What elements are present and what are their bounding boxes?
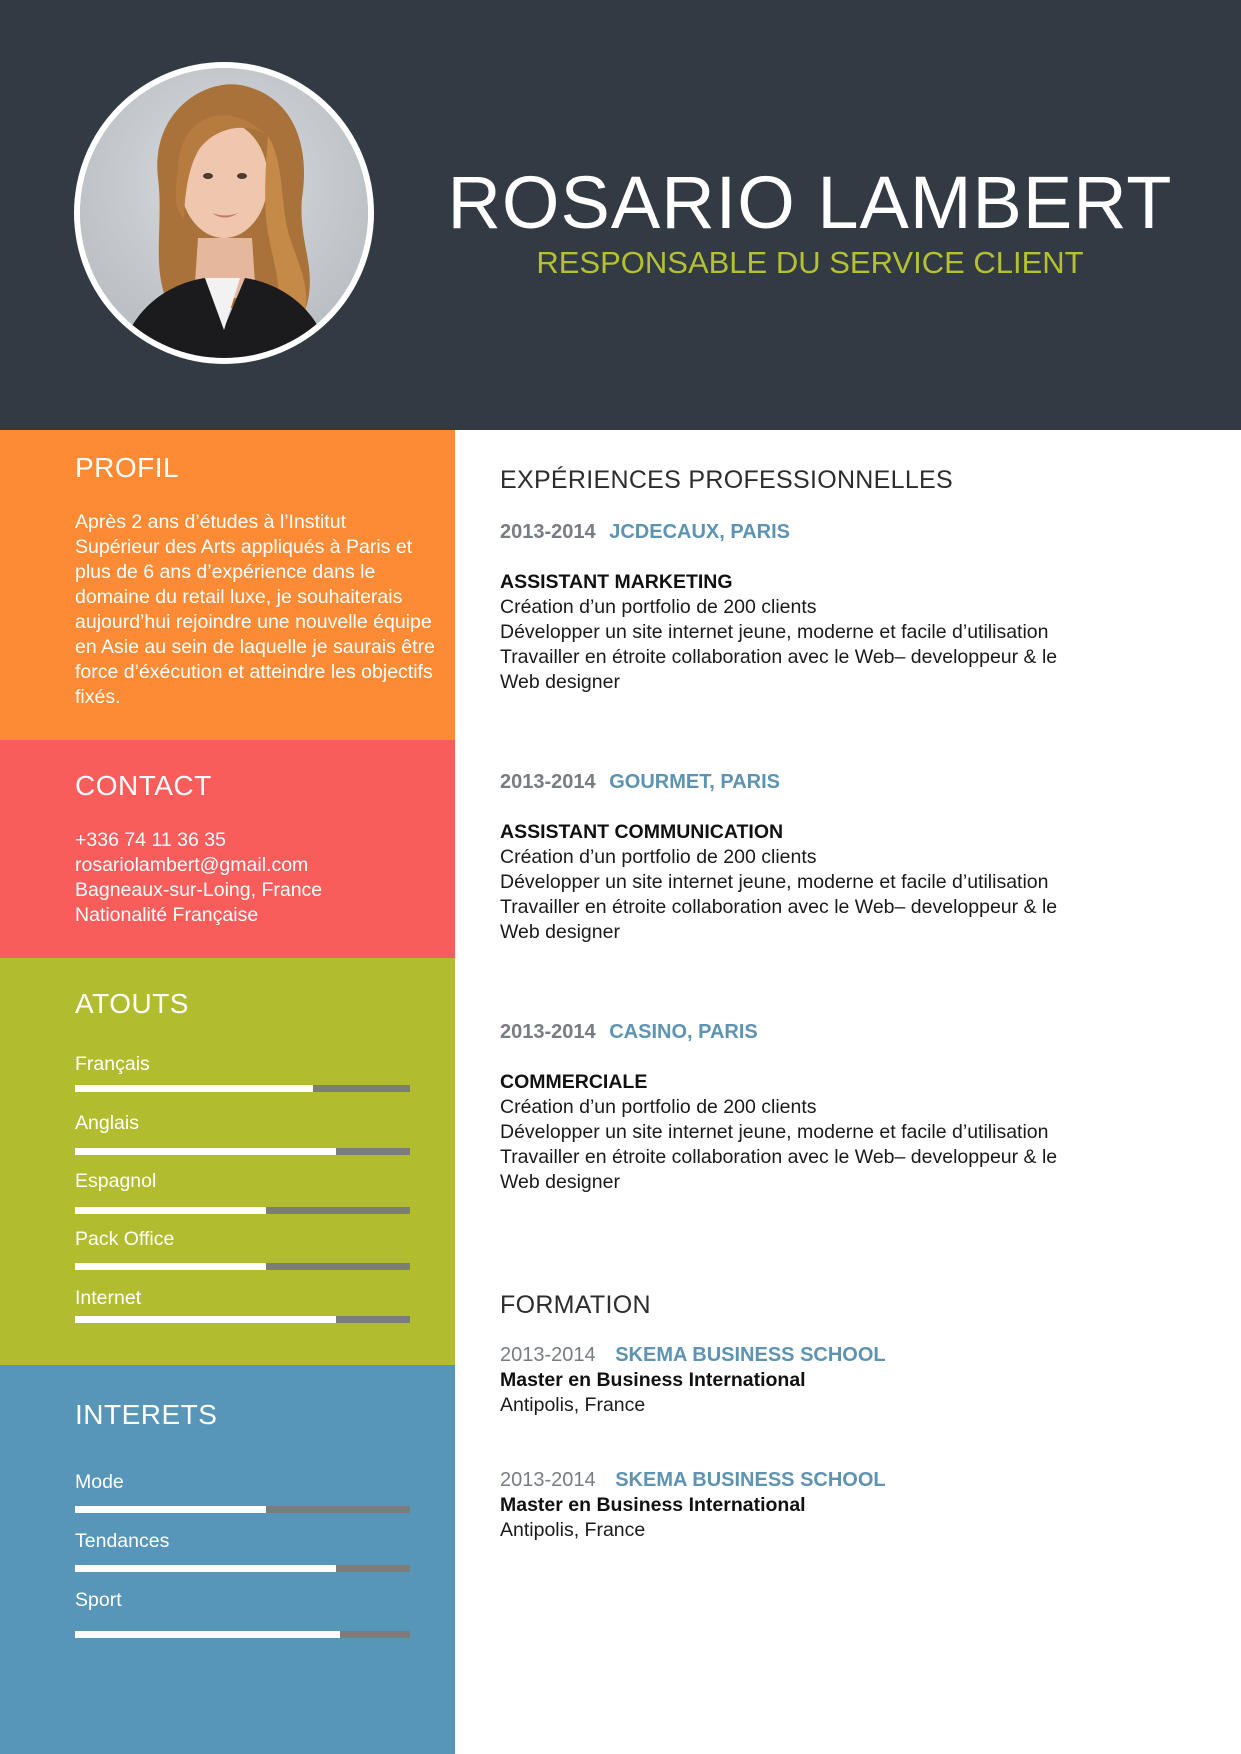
experience-header <box>500 771 780 794</box>
interets-section <box>0 1365 455 1754</box>
experience-task: Développer un site internet jeune, moderne et facile d’utilisation <box>500 621 1049 643</box>
contact-location: Bagneaux-sur-Loing, France <box>75 879 323 901</box>
skill-label: Pack Office <box>75 1228 175 1250</box>
experience-task: Travailler en étroite collaboration avec le Web– developpeur & le Web designer <box>500 1146 1058 1193</box>
skill-bar-fill <box>75 1263 266 1270</box>
interest-bar <box>75 1565 410 1572</box>
interest-bar-fill <box>75 1565 336 1572</box>
interest-label: Tendances <box>75 1530 170 1552</box>
experience-years: 2013-2014 <box>500 521 596 543</box>
profile-photo <box>80 68 368 358</box>
interest-bar <box>75 1631 410 1638</box>
education-header <box>500 1344 886 1367</box>
atouts-title: ATOUTS <box>75 988 189 1019</box>
interest-bar <box>75 1506 410 1513</box>
experience-role: COMMERCIALE <box>500 1071 648 1093</box>
experience-company: JCDECAUX, PARIS <box>609 521 790 543</box>
skill-bar-fill <box>75 1207 266 1214</box>
experience-role: ASSISTANT COMMUNICATION <box>500 821 784 843</box>
skill-bar-fill <box>75 1316 336 1323</box>
experience-task: Travailler en étroite collaboration avec le Web– developpeur & le Web designer <box>500 646 1058 693</box>
education-degree: Master en Business International <box>500 1494 806 1516</box>
job-title: RESPONSABLE DU SERVICE CLIENT <box>536 245 1084 280</box>
interest-label: Sport <box>75 1589 122 1611</box>
education-degree: Master en Business International <box>500 1369 806 1391</box>
experience-task: Développer un site internet jeune, moderne et facile d’utilisation <box>500 871 1049 893</box>
experience-description <box>500 595 1100 695</box>
contact-section <box>0 740 455 958</box>
experience-task: Création d’un portfolio de 200 clients <box>500 1096 817 1118</box>
skill-label: Internet <box>75 1287 142 1309</box>
experience-years: 2013-2014 <box>500 1021 596 1043</box>
experience-task: Création d’un portfolio de 200 clients <box>500 596 817 618</box>
header <box>0 0 1241 430</box>
atouts-section <box>0 958 455 1365</box>
experience-company: CASINO, PARIS <box>609 1021 758 1043</box>
experience-header <box>500 1021 758 1044</box>
experience-header <box>500 521 790 544</box>
candidate-name: ROSARIO LAMBERT <box>447 161 1173 244</box>
education-years: 2013-2014 <box>500 1344 596 1366</box>
skill-label: Anglais <box>75 1112 139 1134</box>
profil-section <box>0 430 455 740</box>
contact-title: CONTACT <box>75 770 212 801</box>
skill-bar-fill <box>75 1085 313 1092</box>
interest-bar-fill <box>75 1631 340 1638</box>
experience-task: Développer un site internet jeune, moderne et facile d’utilisation <box>500 1121 1049 1143</box>
skill-bar <box>75 1316 410 1323</box>
contact-details <box>75 828 322 928</box>
experience-role: ASSISTANT MARKETING <box>500 571 733 593</box>
education-location: Antipolis, France <box>500 1394 646 1416</box>
experience-company: GOURMET, PARIS <box>609 771 780 793</box>
experience-task: Travailler en étroite collaboration avec le Web– developpeur & le Web designer <box>500 896 1058 943</box>
education-location: Antipolis, France <box>500 1519 646 1541</box>
experiences-title: EXPÉRIENCES PROFESSIONNELLES <box>500 466 953 494</box>
skill-bar <box>75 1148 410 1155</box>
skill-bar <box>75 1085 410 1092</box>
interest-label: Mode <box>75 1471 124 1493</box>
contact-nationality: Nationalité Française <box>75 904 259 926</box>
education-school: SKEMA BUSINESS SCHOOL <box>615 1344 886 1366</box>
profile-photo-frame <box>74 62 374 364</box>
education-header <box>500 1469 886 1492</box>
skill-bar <box>75 1263 410 1270</box>
interest-bar-fill <box>75 1506 266 1513</box>
formation-title: FORMATION <box>500 1291 651 1319</box>
education-years: 2013-2014 <box>500 1469 596 1491</box>
experience-task: Création d’un portfolio de 200 clients <box>500 846 817 868</box>
profil-title: PROFIL <box>75 452 180 483</box>
profil-text: Après 2 ans d’études à l’Institut Supérieur des Arts appliqués à Paris et plus de 6 ans d’expérience dans le domaine du retail luxe, je souhaiterais aujourd’hui rejoindre une nouvelle équipe en Asie au sein de laquelle je saurais être force d’éxécution et atteindre les objectifs fixés. <box>75 511 435 708</box>
skill-bar-fill <box>75 1148 336 1155</box>
experience-years: 2013-2014 <box>500 771 596 793</box>
skill-label: Espagnol <box>75 1170 157 1192</box>
experience-description <box>500 845 1100 945</box>
skill-bar <box>75 1207 410 1214</box>
interets-title: INTERETS <box>75 1399 218 1430</box>
skill-label: Français <box>75 1053 150 1075</box>
contact-phone: +336 74 11 36 35 <box>75 829 226 851</box>
experience-description <box>500 1095 1100 1195</box>
contact-email: rosariolambert@gmail.com <box>75 854 309 876</box>
education-school: SKEMA BUSINESS SCHOOL <box>615 1469 886 1491</box>
